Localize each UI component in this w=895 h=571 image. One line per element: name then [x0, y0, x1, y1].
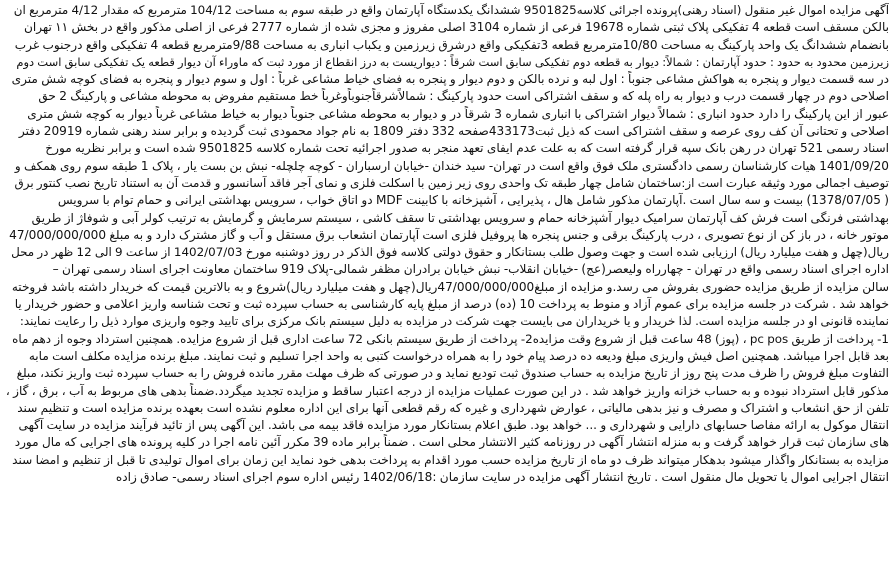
notice-line: اداره اجرای اسناد رسمی واقع در تهران - چهارراه ولیعصر(عج) -خیابان انقلاب- نبش خیابان برادران مظفر شمالی-پلاک 919 ساختمان معاونت اجرای اسناد رسمی تهران –: [52, 262, 889, 277]
notice-line: اصلاحی و تحتانی آن کف روی عرصه و سقف اشتراکی است که ذیل ثبت433173صفحه 332 دفتر 1809 به نام جواد محمودی ثبت گردیده و برابر سند رهنی شماره 20919 دفتر: [18, 124, 889, 139]
notice-line: زیرزمین محدود به حدود : حدود آپارتمان : شمالاً: دیوار به قطعه دوم تفکیکی سابق است شرقاً : دیواریست به درز انقطاع از مورد ثبت که ماوراء آن دیوار قطعه یک تفکیکی سابق است دوم: [16, 54, 889, 69]
notice-line: موتور خانه ، در باز کن از نوع تصویری ، درب پارکینگ برقی و جنس پنجره ها پروفیل فلزی است آپارتمان انشعاب برق مستقل و آب و گاز مشترک دارد و به مبلغ 47/000/000/000: [9, 227, 889, 242]
notice-line: در سه قسمت دیوار و پنجره به هواکش مشاعی جنوباً : اول لبه و نرده بالکن و دوم دیوار و پنجره به فضای خیاط مشاعی غرباً : اول و سوم دیوار و پنجره به فضای کوچه شش متری: [11, 72, 889, 87]
notice-line: بالکن مسقف است قطعه 4 تفکیکی پلاک ثبتی شماره 19678 فرعی از شماره 3104 اصلی مفروز و مجزی شده از شماره 2777 فرعی از اصلی مذکور واقع در بخش ۱۱ تهران: [23, 20, 889, 35]
notice-line: های سازمان ثبت قرار خواهد گرفت و به منزله انتشار آگهی در روزنامه کثیر الانتشار محلی است . ضمناً برابر ماده 39 مکرر آئین نامه اجرا در کلیه پرونده های اجرایی که مال مورد: [14, 435, 889, 450]
notice-line: اسناد رسمی 521 تهران در رهن بانک سپه قرار گرفته است که به علت عدم ایفای تعهد منجر به صدور اجرائیه تحت شماره کلاسه 9501825 شده است و برابر نظریه مورخ: [45, 141, 889, 156]
notice-line: انتقال اجرایی اموال یا تحویل مال منقول است . تاریخ انتشار آگهی مزایده در سایت سازمان :1402/06/18 رئیس اداره سوم اجرای اسناد رسمی- صادق زاده: [115, 470, 889, 485]
notice-line: بانضمام ششدانگ یک واحد پارکینگ به مساحت 10/80مترمربع قطعه 3تفکیکی واقع درشرق زیرزمین و یکباب انباری به مساحت 9/88مترمربع قطعه 4 تفکیکی واقع درجنوب غرب: [14, 37, 889, 52]
notice-line: مزایده به بستانکار واگذار میشود بدهکار میتواند ظرف دو ماه از تاریخ مزایده حسب مورد اقدام به پرداخت بدهی خود نماید این زمان برای اموال تولیدی تا قبل از تنظیم و امضا سند: [12, 452, 889, 467]
notice-line: خواهد شد . شرکت در جلسه مزایده برای عموم آزاد و منوط به پرداخت 10 (ده) درصد از مبلغ پایه کارشناسی به حساب سپرده ثبت و تحت شناسه واریز اعلامی و حضور خریدار یا: [14, 297, 889, 312]
notice-line: اصلاحی دوم در چهار قسمت درب و دیوار به راه پله که و سقف اشتراکی است حدود پارکینگ : شمالاًشرقاًجنوباًوغرباً خط مستقیم مفروض به محوطه مشاعی و پارکینگ 2 حق: [38, 89, 889, 104]
notice-line: 1401/09/20 هیات کارشناسان رسمی دادگستری ملک فوق واقع است در تهران- سید خندان -خیابان ارسباران - کوچه چلچله- نبش بن بست یار ، پلاک 1 طبقه سوم روی همکف و: [14, 158, 889, 173]
notice-line: نماینده قانونی او در جلسه مزایده است. لذا خریدار و یا خریداران می بایست جهت شرکت در مزایده به دلیل سیستم بانک مرکزی برای تایید وجوه واریزی موارد ذیل را رعایت نمایند:: [19, 314, 889, 329]
notice-line: آگهی مزایده اموال غیر منقول (اسناد رهنی)پرونده اجرائی کلاسه9501825 ششدانگ یکدستگاه آپارتمان واقع در طبقه سوم به مساحت 104/12 مترمربع که مقدار 4/12 مترمربع ان: [13, 3, 889, 17]
notice-line: مذکور قابل استرداد نبوده و به حساب خزانه واریز خواهد شد . در این صورت عملیات مزایده از درجه اعتبار ساقط و مزایده تجدید میگردد.ضمناً بدهی های مربوط به آب ، برق ، گاز ،: [6, 383, 889, 398]
notice-line: انتقال موکول به ارائه مفاصا حسابهای دارایی و شهرداری و ... خواهد بود. طبق اعلام بستانکار مورد مزایده فاقد بیمه می باشد. این آگهی پس از تائید فرآیند مزایده در سایت آگهی: [18, 418, 889, 433]
notice-line: تلفن از حق انشعاب و اشتراک و مصرف و نیز بدهی مالیاتی ، عوارض شهرداری و غیره که رقم قطعی آنها برای این اداره معلوم نشده است بعهده برنده مزایده است و تنظیم سند: [17, 400, 889, 415]
notice-line: التفاوت مبلغ فروش را ظرف مدت پنج روز از تاریخ مزایده به حساب صندوق ثبت تودیع نماید و در صورتی که ظرف مهلت مقرر مانده فروش را به حساب سپرده ثبت واریز نکند، مبلغ: [16, 366, 889, 381]
notice-line: بعد قابل اجرا میباشد. همچنین اصل فیش واریزی مبلغ ودیعه ده درصد پیام خود را به همراه درخواست کتبی به واحد اجرا تسلیم و ثبت نمایند. مبلغ برنده مزایده مکلف است مابه: [28, 348, 889, 363]
notice-line: ( 1378/07/05) بیست و سه سال است .آپارتمان مذکور شامل هال ، پذیرایی ، آشپزخانه با کابینت MDF دو اتاق خواب ، سرویس بهداشتی ایرانی و حمام توام با سرویس: [57, 193, 889, 208]
notice-line: عبور از این پارکینگ را دارد حدود انباری : شمالاً دیوار اشتراکی با انباری شماره 3 شرقاً در و دیوار به محوطه مشاعی جنوباً دیوار به خیاط مشاعی غرباً دیوار به کوچه شش متری: [27, 106, 889, 121]
notice-line: توصیف اجمالی مورد وثیقه عبارت است از:ساختمان شامل چهار طبقه تک واحدی روی زیر زمین با اسکلت فلزی و نمای آجر فاقد آسانسور و قدمت آن به استناد تاریخ نصب کنتور برق: [14, 175, 889, 190]
notice-line: سالن مزایده از طریق مزایده حضوری بفروش می رسد.و مزایده از مبلغ47/000/000/000ریال(چهل و هفت میلیارد ریال)شروع و به بالاترین قیمت که خریدار داشته باشد فروخته: [11, 279, 889, 294]
notice-line: بهداشتی فرنگی است فرش کف آپارتمان سرامیک دیوار آشپزخانه حمام و سرویس بهداشتی تا سقف کاشی ، سیستم سرمایش و گرمایش به ترتیب کولر آبی و شوفاژ از طریق: [31, 210, 889, 225]
notice-line: 1- پرداخت از طریق pc pos ، (پوز) 48 ساعت قبل از شروع وقت مزایده2- پرداخت از طریق سیستم بانکی 72 ساعت اداری قبل از شروع مزایده. همچنین استرداد وجوه از دهم ماه: [12, 331, 889, 346]
notice-line: ریال(چهل و هفت میلیارد ریال) ارزیابی شده است و جهت وصول طلب بستانکار و حقوق دولتی کلاسه فوق الذکر در روز دوشنبه مورخ 1402/07/03 از ساعت 9 الی 12 ظهر در محل: [11, 245, 889, 260]
